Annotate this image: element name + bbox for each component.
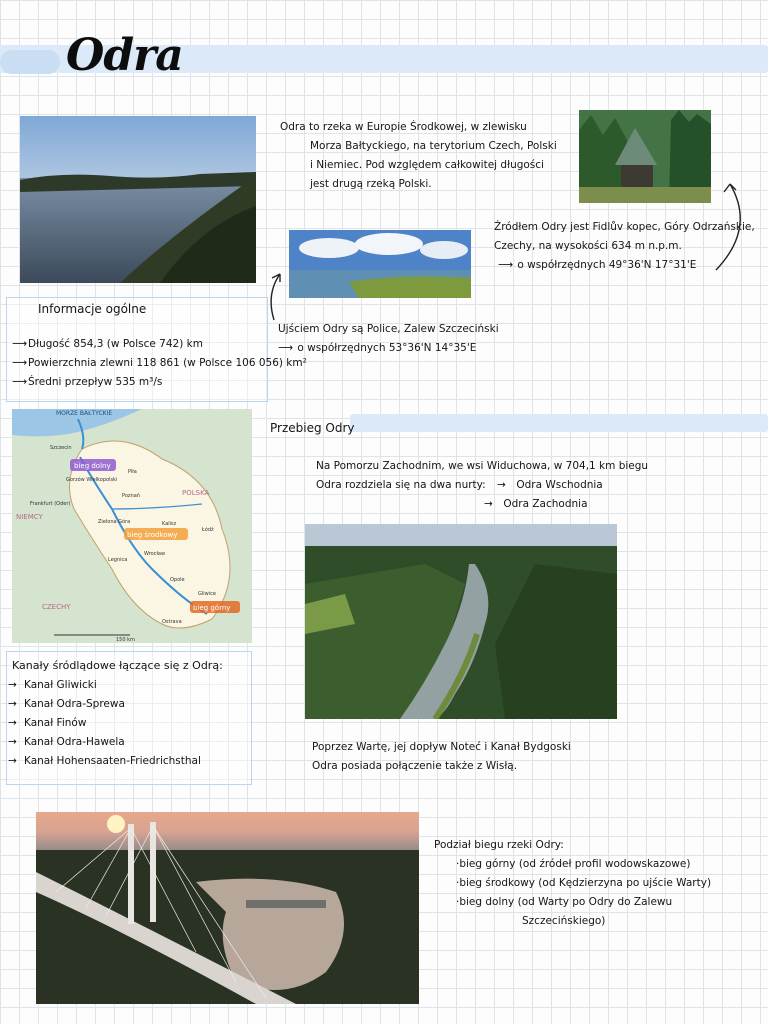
course-band bbox=[350, 414, 768, 432]
country-label: POLSKA bbox=[182, 489, 210, 497]
connection-line: Odra posiada połączenie także z Wisłą. bbox=[312, 760, 518, 772]
curved-arrow-icon bbox=[712, 178, 748, 274]
division-item-text: bieg dolny (od Warty po Odry do Zalewu bbox=[459, 896, 673, 908]
split-line: Na Pomorzu Zachodnim, we wsi Widuchowa, w 704,1 km biegu bbox=[316, 460, 649, 472]
arrow-right-icon: → bbox=[8, 698, 17, 710]
arrow-right-icon: → bbox=[497, 479, 506, 491]
bridge-sunset-photo bbox=[36, 812, 419, 1004]
branch-east: Odra Wschodnia bbox=[516, 479, 603, 491]
canals-list bbox=[8, 676, 201, 771]
map-city: Zielona Góra bbox=[98, 519, 131, 525]
map-city: Kalisz bbox=[162, 521, 177, 527]
connection-text bbox=[312, 738, 571, 776]
canal-item-text: Kanał Finów bbox=[24, 717, 87, 729]
canal-item bbox=[8, 676, 201, 695]
source-line: Źródłem Odry jest Fidlův kopec, Góry Odrzańskie, bbox=[494, 221, 755, 233]
intro-line: Morza Bałtyckiego, na terytorium Czech, Polski bbox=[310, 140, 557, 152]
mouth-coords-line bbox=[278, 339, 499, 358]
arrow-right-icon: ⟶ bbox=[498, 259, 514, 271]
division-item: ·bieg górny (od źródeł profil wodowskazowe) bbox=[456, 858, 691, 870]
source-coords: o współrzędnych 49°36'N 17°31'E bbox=[517, 259, 697, 271]
aerial-river-photo bbox=[305, 524, 617, 719]
arrow-right-icon: → bbox=[8, 755, 17, 767]
map-city: Szczecin bbox=[50, 445, 72, 451]
general-info-item bbox=[12, 354, 307, 373]
canal-item-text: Kanał Odra-Hawela bbox=[24, 736, 125, 748]
canal-item bbox=[8, 733, 201, 752]
mouth-text bbox=[278, 320, 499, 358]
split-line bbox=[316, 476, 648, 495]
canal-item-text: Kanał Odra-Sprewa bbox=[24, 698, 125, 710]
map-city: Gliwice bbox=[198, 591, 216, 597]
lagoon-photo bbox=[289, 230, 471, 298]
canal-item-text: Kanał Hohensaaten-Friedrichsthal bbox=[24, 755, 201, 767]
arrow-right-icon: → bbox=[8, 717, 17, 729]
connection-line: Poprzez Wartę, jej dopływ Noteć i Kanał Bydgoski bbox=[312, 741, 571, 753]
general-info-item bbox=[12, 373, 307, 392]
arrow-right-icon: ⟶ bbox=[12, 338, 28, 350]
split-line-text: Odra rozdziela się na dwa nurty: bbox=[316, 479, 486, 491]
canal-item bbox=[8, 695, 201, 714]
mouth-line: Ujściem Odry są Police, Zalew Szczeciński bbox=[278, 323, 499, 335]
split-text bbox=[316, 457, 648, 514]
title-band-accent bbox=[0, 50, 60, 74]
general-info-item-text: Średni przepływ 535 m³/s bbox=[28, 376, 163, 388]
page-title: Odra bbox=[66, 30, 183, 81]
arrow-right-icon: ⟶ bbox=[12, 376, 28, 388]
division-item: ·bieg dolny (od Warty po Odry do Zalewu bbox=[456, 896, 673, 908]
arrow-right-icon: → bbox=[8, 679, 17, 691]
map-zone-upper: bieg górny bbox=[193, 604, 231, 612]
arrow-right-icon: → bbox=[8, 736, 17, 748]
general-info-heading: Informacje ogólne bbox=[38, 302, 147, 316]
map-zone-middle: bieg środkowy bbox=[127, 531, 178, 539]
canal-item bbox=[8, 752, 201, 771]
source-hut-photo bbox=[579, 110, 711, 203]
country-label: NIEMCY bbox=[16, 513, 43, 521]
map-city: Gorzów Wielkopolski bbox=[66, 477, 118, 483]
general-info-item-text: Powierzchnia zlewni 118 861 (w Polsce 106 056) km² bbox=[28, 357, 307, 369]
split-line bbox=[316, 495, 648, 514]
map-city: Piła bbox=[128, 469, 137, 475]
division-continuation: Szczecińskiego) bbox=[522, 915, 606, 927]
intro-line: jest drugą rzeką Polski. bbox=[310, 178, 432, 190]
map-scale: 150 km bbox=[116, 637, 135, 643]
map-city: Legnica bbox=[108, 557, 128, 563]
division-item-text: bieg środkowy (od Kędzierzyna po ujście Warty) bbox=[459, 877, 712, 889]
general-info-list bbox=[12, 335, 307, 392]
branch-west: Odra Zachodnia bbox=[503, 498, 588, 510]
division-item-text: bieg górny (od źródeł profil wodowskazowe) bbox=[459, 858, 691, 870]
map-city: Poznań bbox=[122, 493, 140, 499]
odra-basin-map bbox=[12, 409, 252, 643]
course-heading: Przebieg Odry bbox=[270, 421, 355, 435]
general-info-item-text: Długość 854,3 (w Polsce 742) km bbox=[28, 338, 203, 350]
intro-text bbox=[280, 118, 557, 194]
intro-line: i Niemiec. Pod względem całkowitej długości bbox=[310, 159, 544, 171]
arrow-right-icon: ⟶ bbox=[12, 357, 28, 369]
curved-arrow-icon bbox=[266, 268, 286, 324]
map-city: Wrocław bbox=[144, 551, 166, 557]
arrow-right-icon: → bbox=[484, 498, 493, 510]
map-city: Łódź bbox=[202, 527, 214, 533]
source-line: Czechy, na wysokości 634 m n.p.m. bbox=[494, 240, 682, 252]
map-zone-lower: bieg dolny bbox=[74, 462, 111, 470]
arrow-right-icon: ⟶ bbox=[278, 342, 294, 354]
intro-line: Odra to rzeka w Europie Środkowej, w zlewisku bbox=[280, 121, 527, 133]
canals-heading: Kanały śródlądowe łączące się z Odrą: bbox=[12, 659, 223, 672]
country-label: CZECHY bbox=[42, 603, 71, 611]
sea-label: MORZE BAŁTYCKIE bbox=[56, 410, 113, 417]
map-city: Opole bbox=[170, 577, 185, 583]
map-city: Frankfurt (Oder) bbox=[30, 501, 71, 507]
division-item: ·bieg środkowy (od Kędzierzyna po ujście Warty) bbox=[456, 877, 712, 889]
map-city: Ostrava bbox=[162, 619, 182, 625]
canal-item bbox=[8, 714, 201, 733]
division-heading: Podział biegu rzeki Odry: bbox=[434, 839, 564, 851]
mouth-coords: o współrzędnych 53°36'N 14°35'E bbox=[297, 342, 477, 354]
division-text bbox=[434, 836, 711, 931]
general-info-item bbox=[12, 335, 307, 354]
river-photo-evening bbox=[20, 116, 256, 283]
canal-item-text: Kanał Gliwicki bbox=[24, 679, 97, 691]
